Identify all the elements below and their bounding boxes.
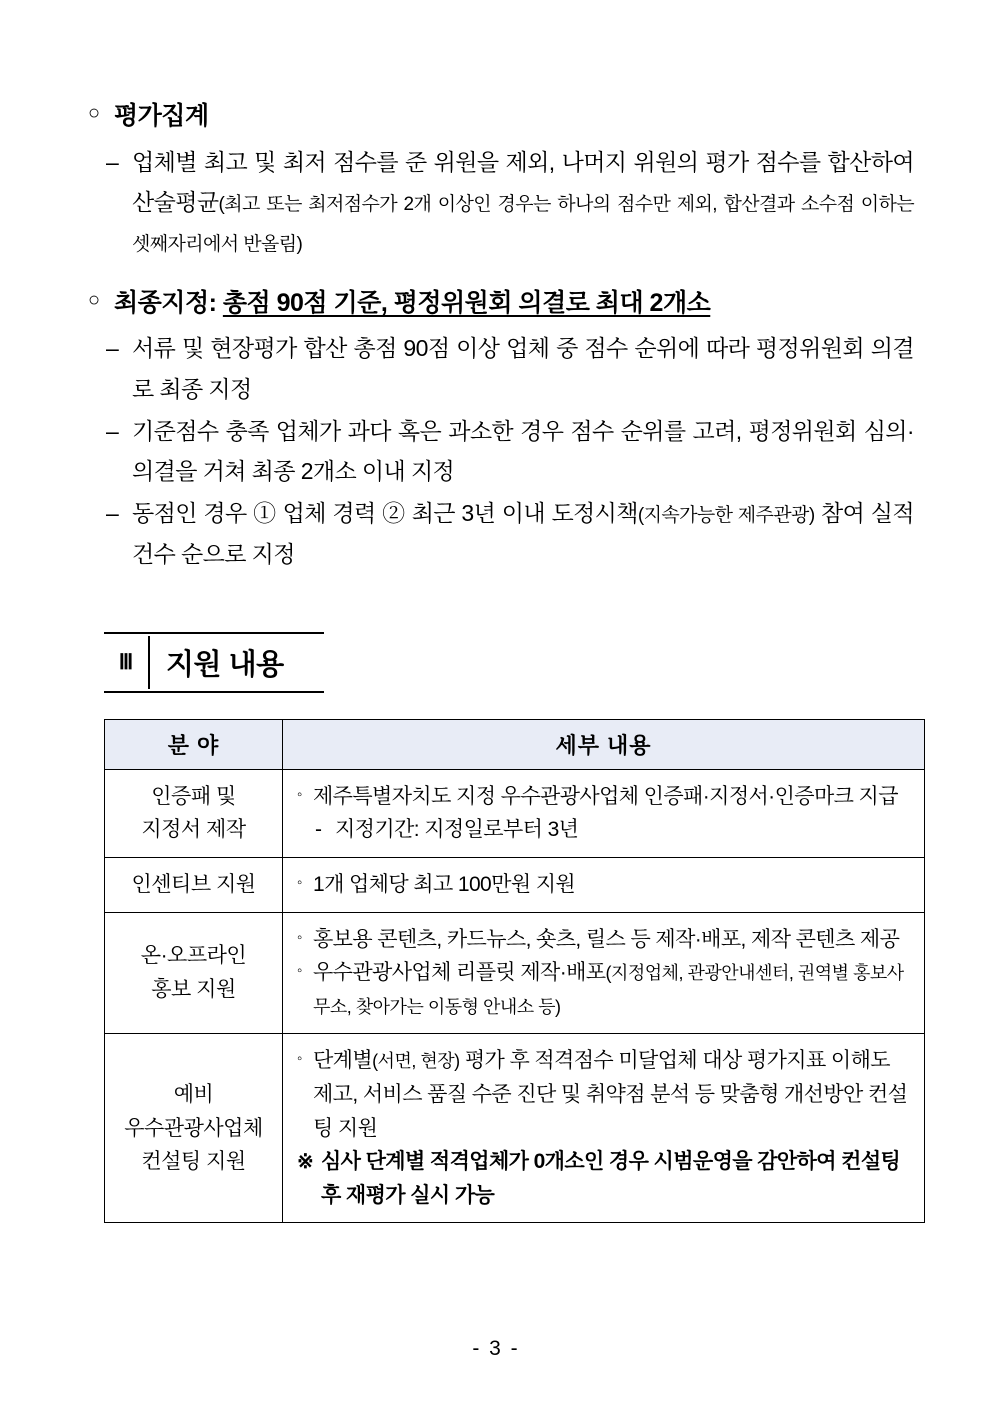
detail-line (297, 868, 914, 902)
detail-note: (지정업체, 관광안내센터, 권역별 홍보사무소, 찾아가는 이동형 안내소 등) (313, 963, 904, 1017)
ring-bullet-icon: ◦ (297, 962, 302, 980)
table-header-row (105, 719, 925, 769)
dash-marker-icon: – (106, 500, 119, 527)
detail-line (297, 1044, 914, 1145)
detail-line (297, 780, 914, 814)
dash-marker-icon: – (106, 417, 119, 444)
detail-text: 홍보용 콘텐츠, 카드뉴스, 숏츠, 릴스 등 제작·배포, 제작 콘텐츠 제공 (313, 927, 900, 951)
dash-marker-icon: – (106, 335, 119, 362)
ring-bullet-icon: ◦ (297, 928, 302, 946)
detail-text: 지정기간: 지정일로부터 3년 (335, 818, 579, 842)
section-title: 평가집계 (114, 102, 209, 130)
ring-bullet-icon: ◦ (297, 785, 302, 803)
dash-marker-icon: - (315, 818, 322, 842)
detail-text: 1개 업체당 최고 100만원 지원 (313, 872, 576, 896)
section-heading-evaluation-tally (88, 100, 914, 134)
column-header-detail: 세부 내용 (283, 719, 925, 769)
table-row (105, 769, 925, 857)
field-line: 온·오프라인 (140, 944, 247, 968)
reference-mark-icon: ※ (297, 1151, 314, 1174)
ring-bullet-icon: ◦ (297, 873, 302, 891)
circle-marker-icon: ○ (88, 288, 100, 311)
detail-text: 우수관광사업체 리플릿 제작·배포(지정업체, 관광안내센터, 권역별 홍보사무소, 찾아가는 이동형 안내소 등) (313, 961, 904, 1017)
detail-text: 제주특별자치도 지정 우수관광사업체 인증패·지정서·인증마크 지급 (313, 784, 898, 808)
table-row (105, 857, 925, 912)
list-item-text: 서류 및 현장평가 합산 총점 90점 이상 업체 중 점수 순위에 따라 평정위원회 의결로 최종 지정 (132, 335, 914, 402)
detail-text: 단계별(서면, 현장) 평가 후 적격점수 미달업체 대상 평가지표 이해도 제고, 서비스 품질 수준 진단 및 취약점 분석 등 맞춤형 개선방안 컨설팅 지원 (313, 1049, 908, 1140)
list-item (106, 328, 914, 409)
field-line: 예비 (173, 1082, 214, 1106)
detail-text: 심사 단계별 적격업체가 0개소인 경우 시범운영을 감안하여 컨설팅 후 재평가 실시 가능 (321, 1150, 901, 1207)
detail-subline (297, 813, 914, 847)
detail-line (297, 923, 914, 957)
cell-field (105, 912, 283, 1034)
section-title-emphasis: 총점 90점 기준, 평정위원회 의결로 최대 2개소 (222, 288, 711, 317)
chapter-number: Ⅲ (104, 636, 150, 689)
cell-detail (283, 857, 925, 912)
list-item-text: 업체별 최고 및 최저 점수를 준 위원을 제외, 나머지 위원의 평가 점수를 합산하여 산술평균(최고 또는 최저점수가 2개 이상인 경우는 하나의 점수만 제외, 합산결과 소수점 이하는 셋째자리에서 반올림) (132, 148, 914, 256)
chapter-heading (104, 632, 324, 693)
cell-field (105, 769, 283, 857)
cell-field (105, 857, 283, 912)
cell-field (105, 1034, 283, 1223)
field-line: 인증패 및 (151, 784, 236, 808)
section-title-prefix: 최종지정: (114, 288, 223, 317)
field-line: 지정서 제작 (141, 818, 246, 842)
section-heading-final-designation (88, 287, 914, 321)
list-item-text: 동점인 경우 ① 업체 경력 ② 최근 3년 이내 도정시책(지속가능한 제주관광) 참여 실적 건수 순으로 지정 (132, 500, 914, 567)
table-row (105, 912, 925, 1034)
list-item (106, 493, 914, 574)
page-number: - 3 - (472, 1337, 520, 1360)
dash-marker-icon: – (106, 148, 119, 175)
cell-detail (283, 912, 925, 1034)
circle-marker-icon: ○ (88, 102, 100, 124)
detail-note: (서면, 현장) (372, 1051, 460, 1072)
chapter-title: 지원 내용 (166, 648, 284, 681)
detail-line (297, 1145, 914, 1212)
ring-bullet-icon: ◦ (297, 1050, 302, 1068)
cell-detail (283, 1034, 925, 1223)
field-line: 홍보 지원 (151, 977, 236, 1001)
field-line: 인센티브 지원 (131, 872, 256, 896)
list-item-text: 기준점수 충족 업체가 과다 혹은 과소한 경우 점수 순위를 고려, 평정위원회 심의·의결을 거쳐 최종 2개소 이내 지정 (132, 417, 914, 484)
section-title (114, 287, 710, 321)
column-header-field: 분 야 (105, 719, 283, 769)
list-item-note: (지속가능한 제주관광) (637, 505, 815, 527)
detail-line (297, 956, 914, 1023)
support-content-table (104, 719, 925, 1224)
list-item (106, 411, 914, 492)
table-row (105, 1034, 925, 1223)
field-line: 우수관광사업체 (124, 1116, 263, 1140)
list-item (106, 142, 914, 263)
list-item-note: (최고 또는 최저점수가 2개 이상인 경우는 하나의 점수만 제외, 합산결과 소수점 이하는 셋째자리에서 반올림) (132, 194, 914, 256)
cell-detail (283, 769, 925, 857)
field-line: 컨설팅 지원 (141, 1150, 246, 1174)
